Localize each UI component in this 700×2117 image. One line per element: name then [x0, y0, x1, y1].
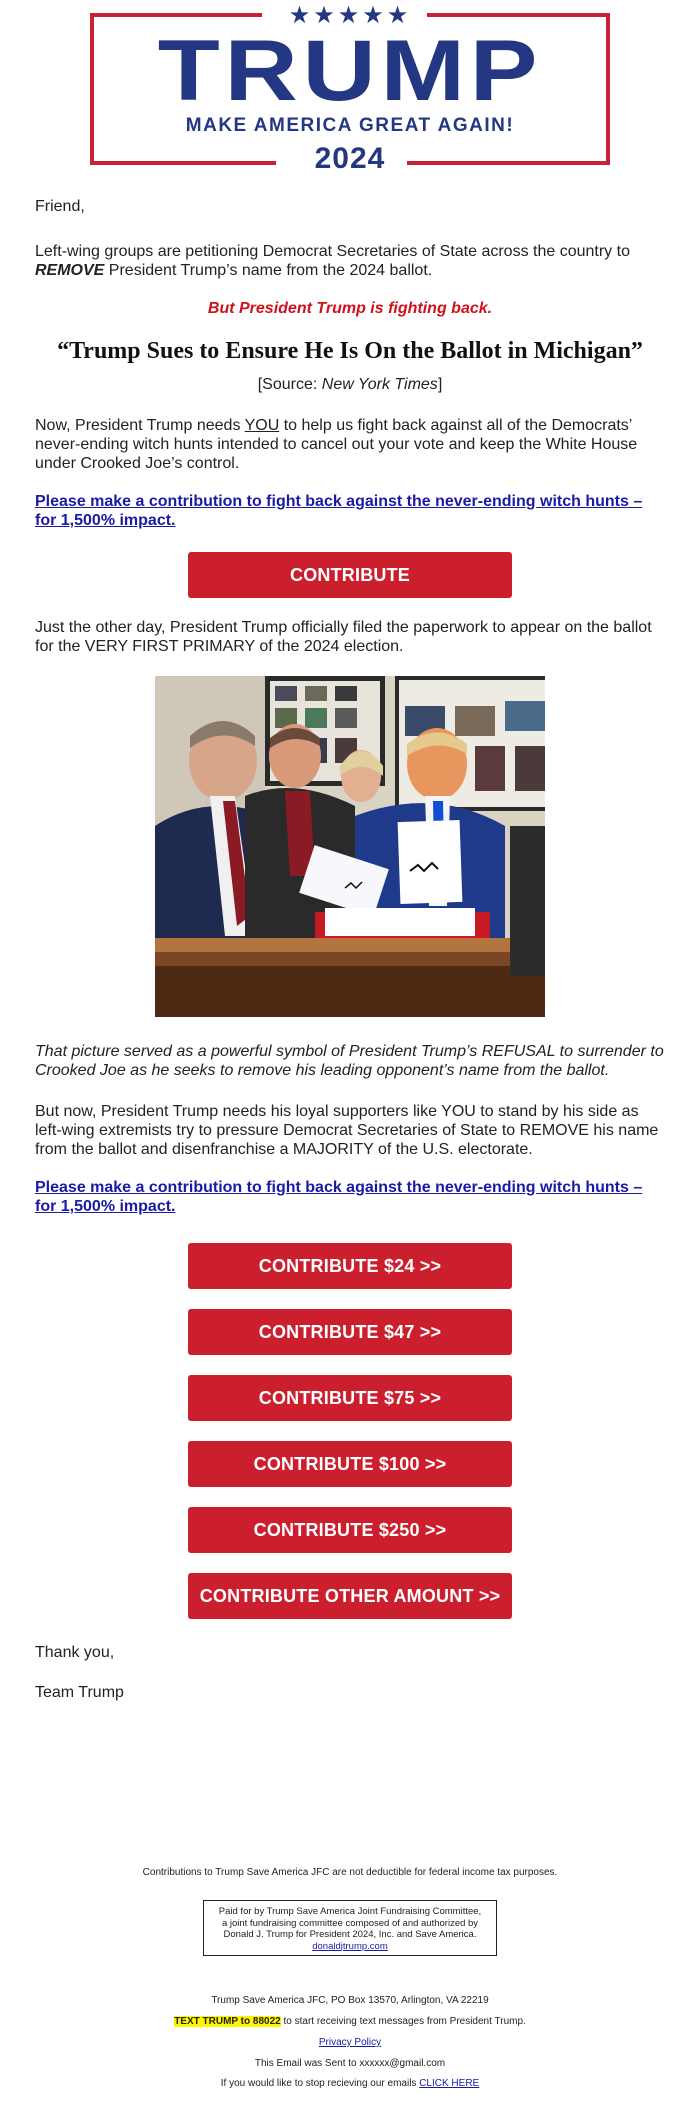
- privacy-policy-link[interactable]: Privacy Policy: [318, 2037, 382, 2048]
- intro-paragraph: [35, 242, 665, 280]
- tax-notice: Contributions to Trump Save America JFC are not deductible for federal income tax purposes.: [142, 1867, 558, 1878]
- contribute-100-button[interactable]: CONTRIBUTE $100 >>: [188, 1441, 512, 1487]
- text-trump-highlight: TEXT TRUMP to 88022: [174, 2016, 281, 2027]
- text-signup: [0, 2015, 700, 2028]
- contribution-link[interactable]: Please make a contribution to fight back against the never-ending witch hunts – for 1,500% impact.: [35, 1179, 643, 1215]
- logo-year: 2024: [314, 142, 386, 175]
- text-signup-rest: to start receiving text messages from President Trump.: [280, 2016, 526, 2027]
- signoff: Thank you,: [35, 1644, 115, 1661]
- needs-you-emphasis: YOU: [244, 417, 280, 434]
- needs-you-text: Now, President Trump needs: [35, 417, 245, 434]
- greeting: Friend,: [35, 198, 85, 215]
- source-suffix: ]: [437, 376, 443, 393]
- website-link[interactable]: donaldjtrump.com: [312, 1940, 388, 1952]
- picture-paragraph: That picture served as a powerful symbol of President Trump’s REFUSAL to surrender to Crooked Joe as he seeks to remove his leading opponent’s name from the ballot.: [35, 1043, 664, 1079]
- privacy-row: [0, 2036, 700, 2049]
- news-source: [35, 376, 665, 394]
- intro-emphasis: REMOVE: [35, 262, 105, 279]
- fighting-back-callout: But President Trump is fighting back.: [207, 300, 493, 317]
- source-name: New York Times: [321, 376, 438, 393]
- news-headline: “Trump Sues to Ensure He Is On the Ballot in Michigan”: [57, 338, 643, 364]
- filed-paragraph: Just the other day, President Trump officially filed the paperwork to appear on the ballot for the VERY FIRST PRIMARY of the 2024 election.: [35, 619, 652, 655]
- trump-2024-logo: [0, 0, 700, 178]
- filing-photo: [155, 676, 545, 1017]
- logo-tagline: MAKE AMERICA GREAT AGAIN!: [185, 115, 515, 136]
- contribute-button[interactable]: CONTRIBUTE: [188, 552, 512, 598]
- unsubscribe-link[interactable]: CLICK HERE: [419, 2078, 480, 2089]
- paid-for-disclaimer: [203, 1900, 497, 1956]
- sent-to-notice: This Email was Sent to xxxxxx@gmail.com: [254, 2058, 446, 2069]
- mailing-address: Trump Save America JFC, PO Box 13570, Arlington, VA 22219: [211, 1995, 489, 2006]
- logo-title: TRUMP: [157, 23, 543, 119]
- contribution-link[interactable]: Please make a contribution to fight back against the never-ending witch hunts – for 1,500% impact.: [35, 493, 643, 529]
- paid-for-line: a joint fundraising committee composed of and authorized by: [221, 1917, 479, 1929]
- contribute-other-amount-button[interactable]: CONTRIBUTE OTHER AMOUNT >>: [188, 1573, 512, 1619]
- supporters-paragraph: But now, President Trump needs his loyal supporters like YOU to stand by his side as left-wing extremists try to pressure Democrat Secretaries of State to REMOVE his name from the ballot and disenfranchise a MAJORITY of the U.S. electorate.: [35, 1103, 659, 1158]
- contribute-24-button[interactable]: CONTRIBUTE $24 >>: [188, 1243, 512, 1289]
- contribute-47-button[interactable]: CONTRIBUTE $47 >>: [188, 1309, 512, 1355]
- needs-you-text-after: to help us fight back against all of the Democrats’ never-ending witch hunts intended to cancel out your vote and keep the White House under Crooked Joe’s control.: [35, 417, 638, 472]
- contribute-250-button[interactable]: CONTRIBUTE $250 >>: [188, 1507, 512, 1553]
- unsubscribe-row: [0, 2077, 700, 2090]
- intro-text: Left-wing groups are petitioning Democrat Secretaries of State across the country to: [35, 243, 630, 260]
- contribute-75-button[interactable]: CONTRIBUTE $75 >>: [188, 1375, 512, 1421]
- paid-for-line: Donald J. Trump for President 2024, Inc. and Save America.: [223, 1929, 477, 1940]
- stars-icon: ★★★★★: [288, 1, 412, 29]
- intro-text-after: President Trump’s name from the 2024 ballot.: [104, 262, 433, 279]
- paid-for-line: Paid for by Trump Save America Joint Fundraising Committee,: [218, 1906, 482, 1917]
- needs-you-paragraph: [35, 416, 665, 473]
- source-prefix: [Source:: [257, 376, 322, 393]
- unsubscribe-text: If you would like to stop recieving our emails: [220, 2078, 420, 2089]
- signature: Team Trump: [35, 1684, 124, 1701]
